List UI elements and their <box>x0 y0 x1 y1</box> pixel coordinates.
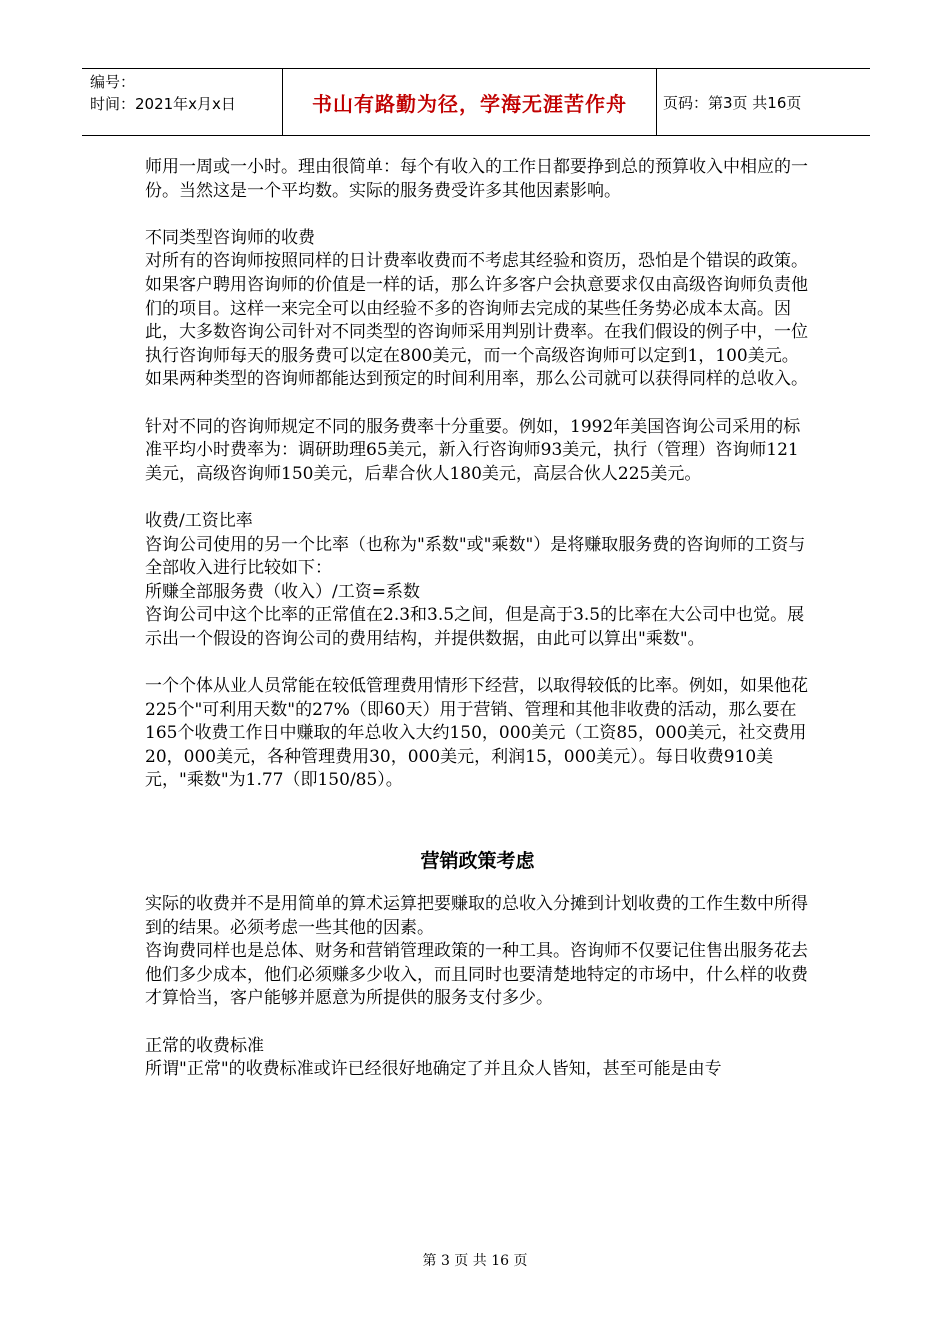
header-motto-cell <box>282 69 657 135</box>
section-subheading: 收费/工资比率 <box>145 510 253 531</box>
document-number: 编号： <box>90 73 136 91</box>
document-date: 时间：2021年x月x日 <box>90 95 236 113</box>
document-body <box>145 156 810 1082</box>
formula-line: 所赚全部服务费（收入）/工资=系数 <box>145 581 420 602</box>
section-subheading: 正常的收费标准 <box>145 1035 264 1056</box>
body-paragraph: 针对不同的咨询师规定不同的服务费率十分重要。例如，1992年美国咨询公司采用的标准平均小时费率为：调研助理65美元，新入行咨询师93美元，执行（管理）咨询师121美元，高级咨询师150美元，后辈合伙人180美元，高层合伙人225美元。 <box>145 416 801 484</box>
body-paragraph: 咨询费同样也是总体、财务和营销管理政策的一种工具。咨询师不仅要记住售出服务花去他们多少成本，他们必须赚多少收入，而且同时也要清楚地特定的市场中，什么样的收费才算恰当，客户能够并愿意为所提供的服务支付多少。 <box>145 941 808 1009</box>
header-meta <box>82 69 282 135</box>
body-paragraph: 师用一周或一小时。理由很简单：每个有收入的工作日都要挣到总的预算收入中相应的一份。当然这是一个平均数。实际的服务费受许多其他因素影响。 <box>145 157 808 201</box>
section-heading: 营销政策考虑 <box>420 850 535 873</box>
section-subheading: 不同类型咨询师的收费 <box>145 227 315 248</box>
header-page-cell <box>657 69 870 135</box>
body-paragraph: 咨询公司使用的另一个比率（也称为"系数"或"乘数"）是将赚取服务费的咨询师的工资与全部收入进行比较如下： <box>145 534 806 579</box>
body-paragraph: 实际的收费并不是用简单的算术运算把要赚取的总收入分摊到计划收费的工作生数中所得到的结果。必须考虑一些其他的因素。 <box>145 894 808 938</box>
body-paragraph: 对所有的咨询师按照同样的日计费率收费而不考虑其经验和资历，恐怕是个错误的政策。如果客户聘用咨询师的价值是一样的话，那么许多客户会执意要求仅由高级咨询师负责他们的项目。这样一来完全可以由经验不多的咨询师去完成的某些任务势必成本太高。因此，大多数咨询公司针对不同类型的咨询师采用判别计费率。在我们假设的例子中，一位执行咨询师每天的服务费可以定在800美元，而一个高级咨询师可以定到1，100美元。如果两种类型的咨询师都能达到预定的时间利用率，那么公司就可以获得同样的总收入。 <box>145 251 808 390</box>
body-paragraph: 一个个体从业人员常能在较低管理费用情形下经营，以取得较低的比率。例如，如果他花225个"可利用天数"的27%（即60天）用于营销、管理和其他非收费的活动，那么要在165个收费工作日中赚取的年总收入大约150，000美元（工资85，000美元，社交费用20，000美元，各种管理费用30，000美元，利润15，000美元）。每日收费910美元，"乘数"为1.77（即150/85）。 <box>145 676 808 791</box>
header-page-number: 页码：第3页 共16页 <box>663 93 802 112</box>
body-paragraph: 咨询公司中这个比率的正常值在2.3和3.5之间，但是高于3.5的比率在大公司中也觉。展示出一个假设的咨询公司的费用结构，并提供数据，由此可以算出"乘数"。 <box>145 605 805 649</box>
body-paragraph: 所谓"正常"的收费标准或许已经很好地确定了并且众人皆知，甚至可能是由专 <box>145 1059 722 1080</box>
page-footer: 第 3 页 共 16 页 <box>422 1253 528 1269</box>
header-motto: 书山有路勤为径，学海无涯苦作舟 <box>312 91 627 116</box>
page-header <box>82 68 870 136</box>
